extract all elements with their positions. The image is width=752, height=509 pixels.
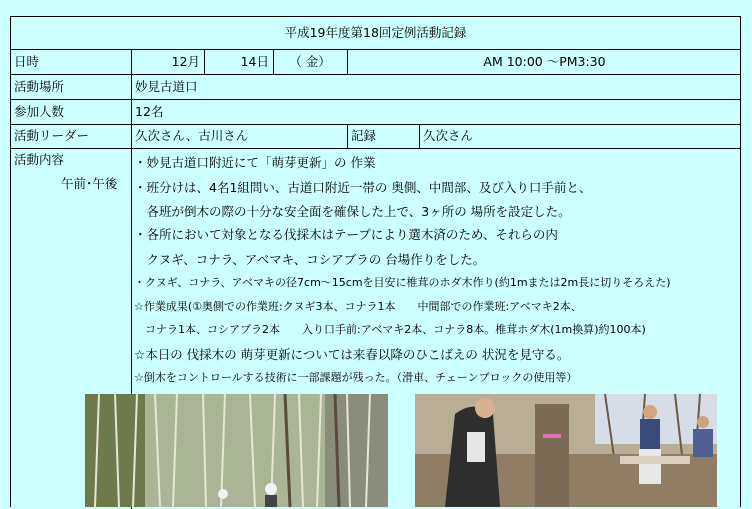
- forest-photo: [85, 394, 388, 507]
- content-line: ・各所において対象となる伐採木はテープにより選木済のため、それらの内: [134, 227, 558, 242]
- leader-label: 活動リーダー: [14, 128, 90, 143]
- content-line: ・妙見古道口附近にて「萌芽更新」の 作業: [134, 155, 376, 170]
- content-line: ・班分けは、4名1組問い、古道口附近一帯の 奥側、中間部、及び入り口手前と、: [134, 180, 592, 195]
- participants-label: 参加人数: [14, 104, 65, 119]
- record-label: 記録: [351, 128, 377, 143]
- divider: [11, 49, 740, 50]
- divider: [11, 74, 740, 75]
- time-of-day-label: 午前･午後: [61, 176, 118, 191]
- day-value: 14日: [240, 54, 269, 69]
- leader-value: 久次さん、古川さん: [135, 128, 249, 143]
- page-title: 平成19年度第18回定例活動記録: [284, 25, 467, 40]
- divider: [11, 99, 740, 100]
- divider: [11, 148, 740, 149]
- content-line: 各班が倒木の際の十分な安全面を確保した上で、3ヶ所の 場所を設定した。: [134, 204, 571, 219]
- content-line: クヌギ、コナラ、アベマキ、コシアブラの 台場作りをした。: [134, 252, 486, 267]
- participants-value: 12名: [135, 104, 164, 119]
- divider: [347, 124, 348, 148]
- place-label: 活動場所: [14, 79, 65, 94]
- time-value: AM 10:00 ～PM3:30: [483, 54, 606, 69]
- content-line-small: コナラ1本、コシアブラ2本 入り口手前:アベマキ2本、コナラ8本。椎茸ホダ木(1m換算)約100本): [134, 323, 646, 336]
- worker-photo: [415, 394, 717, 507]
- content-line-small: ・クヌギ、コナラ、アベマキの径7cm～15cmを目安に椎茸のホダ木作り(約1mまたは2m長に切りそろえた): [134, 276, 671, 289]
- datetime-label: 日時: [14, 54, 40, 69]
- divider: [419, 124, 420, 148]
- recorder-value: 久次さん: [423, 128, 474, 143]
- content-note: ☆本日の 伐採木の 萌芽更新については来春以降のひこばえの 状況を見守る。: [134, 347, 570, 362]
- content-line-small: ☆作業成果(①奥側での作業班:クヌギ3本、コナラ1本 中間部での作業班:アベマキ2本、: [134, 300, 582, 313]
- content-line-small: ☆倒木をコントロールする技術に一部課題が残った。（滑車、チェーンブロックの使用等）: [134, 371, 578, 384]
- place-value: 妙見古道口: [135, 79, 198, 94]
- divider: [11, 124, 740, 125]
- content-label: 活動内容: [14, 152, 65, 167]
- weekday-value: （ 金）: [289, 54, 331, 69]
- month-value: 12月: [171, 54, 200, 69]
